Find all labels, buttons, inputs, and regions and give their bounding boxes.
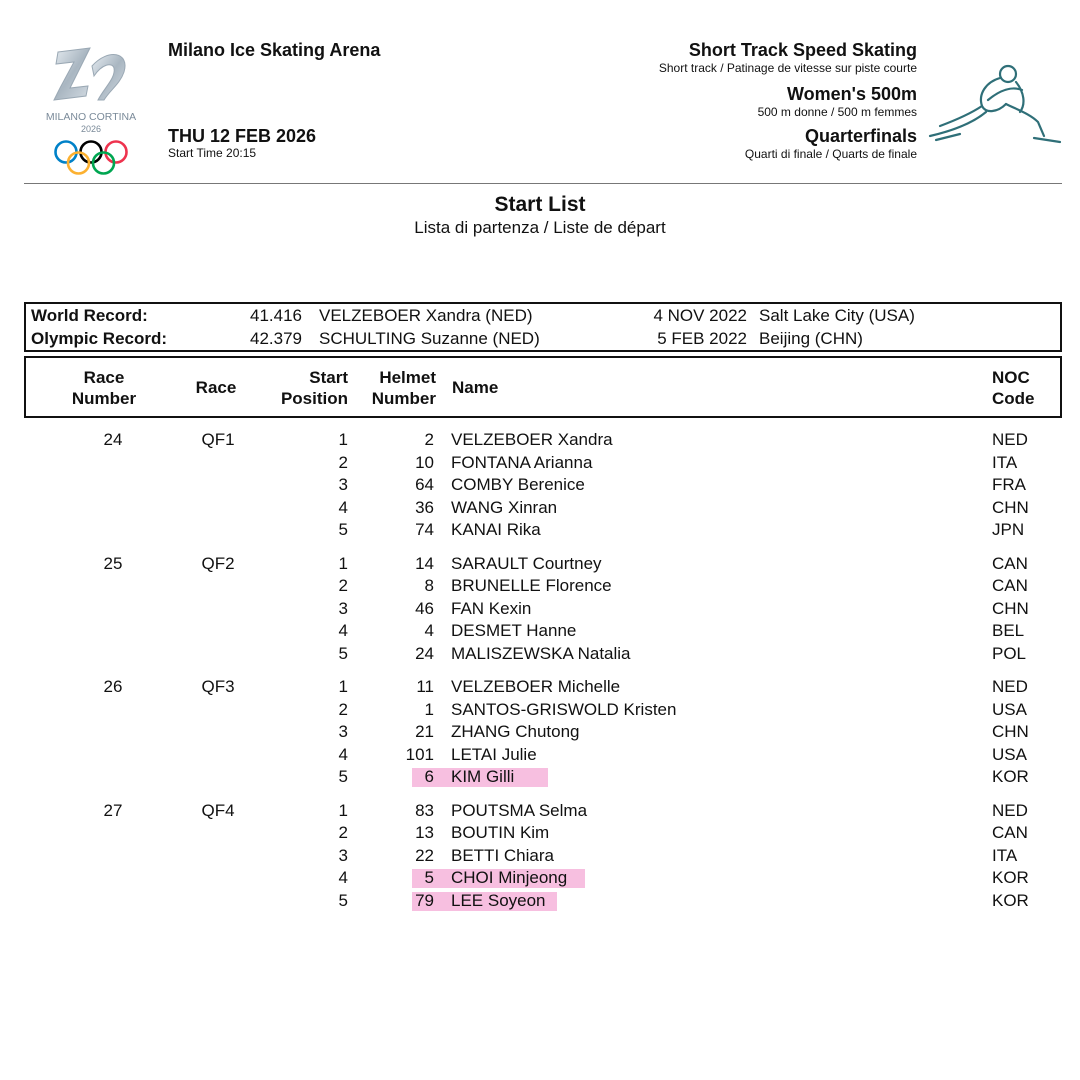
noc-code: CHN xyxy=(992,598,1029,618)
noc-code: KOR xyxy=(992,890,1029,910)
sport-block xyxy=(659,40,917,75)
noc-code: CAN xyxy=(992,576,1028,596)
phase-subtitle: Quarti di finale / Quarts de finale xyxy=(744,147,917,161)
record-date: 5 FEB 2022 xyxy=(657,329,747,348)
world-record-row xyxy=(26,304,1060,327)
athlete-name: ZHANG Chutong xyxy=(451,722,580,742)
helmet-number: 13 xyxy=(415,823,434,843)
start-position: 5 xyxy=(338,890,348,910)
record-label: Olympic Record: xyxy=(31,329,168,348)
column-start-position: Start Position xyxy=(280,368,348,408)
helmet-number: 14 xyxy=(415,553,434,573)
event-block xyxy=(758,84,917,119)
helmet-number: 101 xyxy=(405,744,434,764)
athlete-name: VELZEBOER Michelle xyxy=(451,677,621,696)
event-name: Women's 500m xyxy=(787,84,917,104)
start-position: 5 xyxy=(338,520,348,540)
start-position: 4 xyxy=(338,497,348,517)
noc-code: KOR xyxy=(992,767,1029,787)
noc-code: CHN xyxy=(992,497,1029,517)
athlete-name: BETTI Chiara xyxy=(451,845,554,865)
helmet-number: 8 xyxy=(424,576,434,596)
noc-code: NED xyxy=(992,430,1028,449)
helmet-number: 74 xyxy=(415,520,434,540)
noc-code: CAN xyxy=(992,823,1028,843)
athlete-name: FONTANA Arianna xyxy=(451,452,593,472)
phase-block xyxy=(745,126,917,161)
start-position: 5 xyxy=(338,643,348,663)
helmet-number: 2 xyxy=(424,430,434,449)
noc-code: POL xyxy=(992,643,1027,663)
helmet-number: 11 xyxy=(416,677,434,696)
race-number: 27 xyxy=(103,800,123,820)
start-time: Start Time 20:15 xyxy=(168,146,257,160)
race-number: 26 xyxy=(103,677,123,696)
event-date: THU 12 FEB 2026 xyxy=(168,126,317,146)
column-race-number: Race Number xyxy=(71,368,137,408)
athlete-name: COMBY Berenice xyxy=(451,475,585,495)
column-name: Name xyxy=(452,378,499,397)
start-position: 2 xyxy=(338,823,348,843)
record-athlete: VELZEBOER Xandra (NED) xyxy=(319,306,533,325)
start-position: 2 xyxy=(338,576,348,596)
noc-code: USA xyxy=(992,699,1027,719)
header-divider xyxy=(24,183,1062,184)
document-title: Start List xyxy=(494,193,586,216)
athlete-name: POUTSMA Selma xyxy=(451,800,588,820)
record-place: Salt Lake City (USA) xyxy=(759,306,915,325)
athlete-name: DESMET Hanne xyxy=(451,621,577,641)
start-position: 3 xyxy=(338,475,348,495)
record-time: 41.416 xyxy=(250,306,302,325)
noc-code: ITA xyxy=(992,452,1018,472)
noc-code: CAN xyxy=(992,553,1028,573)
column-helmet-number: Helmet Number xyxy=(371,368,436,408)
event-subtitle: 500 m donne / 500 m femmes xyxy=(757,105,917,119)
race-label: QF3 xyxy=(201,677,235,696)
start-position: 3 xyxy=(338,598,348,618)
helmet-number: 10 xyxy=(415,452,434,472)
start-position: 1 xyxy=(338,677,348,696)
venue-name: Milano Ice Skating Arena xyxy=(168,40,381,60)
athlete-name: WANG Xinran xyxy=(451,497,558,517)
record-date: 4 NOV 2022 xyxy=(653,306,747,325)
noc-code: CHN xyxy=(992,722,1029,742)
logo-year: 2026 xyxy=(80,124,102,134)
helmet-number: 22 xyxy=(415,845,434,865)
table-header xyxy=(24,356,1062,418)
start-position: 5 xyxy=(338,767,348,787)
start-position: 2 xyxy=(338,452,348,472)
helmet-number: 1 xyxy=(424,699,434,719)
start-position: 2 xyxy=(338,699,348,719)
helmet-number: 83 xyxy=(415,800,434,820)
athlete-name: KIM Gilli xyxy=(451,767,515,787)
helmet-number: 24 xyxy=(415,643,434,663)
logo-text: MILANO CORTINA xyxy=(45,111,137,123)
sport-subtitle: Short track / Patinage de vitesse sur piste courte xyxy=(658,61,917,75)
helmet-number: 6 xyxy=(424,767,434,787)
record-time: 42.379 xyxy=(250,329,302,348)
records-box xyxy=(24,302,1062,352)
athlete-name: CHOI Minjeong xyxy=(451,868,568,888)
athlete-name: LEE Soyeon xyxy=(451,890,546,910)
helmet-number: 21 xyxy=(415,722,434,742)
short-track-skater-icon xyxy=(926,60,1064,154)
noc-code: BEL xyxy=(992,621,1025,641)
athlete-name: MALISZEWSKA Natalia xyxy=(451,643,631,663)
noc-code: NED xyxy=(992,677,1028,696)
noc-code: FRA xyxy=(992,475,1026,495)
athlete-name: KANAI Rika xyxy=(451,520,541,540)
noc-code: KOR xyxy=(992,868,1029,888)
start-position: 1 xyxy=(338,800,348,820)
column-noc-code: NOC Code xyxy=(992,368,1035,408)
athlete-name: LETAI Julie xyxy=(451,744,537,764)
athlete-name: SARAULT Courtney xyxy=(451,553,602,573)
noc-code: ITA xyxy=(992,845,1018,865)
noc-code: NED xyxy=(992,800,1028,820)
start-position: 4 xyxy=(338,621,348,641)
record-label: World Record: xyxy=(31,306,148,325)
olympic-record-row xyxy=(26,327,1060,350)
noc-code: JPN xyxy=(992,520,1025,540)
athlete-name: SANTOS-GRISWOLD Kristen xyxy=(451,699,677,719)
document-subtitle: Lista di partenza / Liste de départ xyxy=(414,218,666,237)
race-number: 24 xyxy=(103,430,123,449)
race-label: QF1 xyxy=(201,430,235,449)
column-race: Race xyxy=(195,378,237,397)
race-number: 25 xyxy=(103,553,123,573)
phase-name: Quarterfinals xyxy=(804,126,917,146)
start-position: 4 xyxy=(338,868,348,888)
start-position: 3 xyxy=(338,722,348,742)
helmet-number: 79 xyxy=(415,890,434,910)
athlete-name: BOUTIN Kim xyxy=(451,823,550,843)
helmet-number: 36 xyxy=(415,497,434,517)
athlete-name: FAN Kexin xyxy=(451,598,532,618)
athlete-name: BRUNELLE Florence xyxy=(451,576,612,596)
olympic-rings-icon xyxy=(56,142,127,174)
helmet-number: 46 xyxy=(415,598,434,618)
start-position: 1 xyxy=(338,553,348,573)
noc-code: USA xyxy=(992,744,1027,764)
sport-name: Short Track Speed Skating xyxy=(688,40,917,60)
start-position: 3 xyxy=(338,845,348,865)
helmet-number: 64 xyxy=(415,475,434,495)
race-label: QF2 xyxy=(201,553,235,573)
record-athlete: SCHULTING Suzanne (NED) xyxy=(319,329,540,348)
milano-cortina-logo xyxy=(28,38,154,178)
helmet-number: 4 xyxy=(424,621,434,641)
athlete-name: VELZEBOER Xandra xyxy=(451,430,613,449)
start-position: 4 xyxy=(338,744,348,764)
start-position: 1 xyxy=(338,430,348,449)
helmet-number: 5 xyxy=(424,868,434,888)
race-label: QF4 xyxy=(201,800,235,820)
record-place: Beijing (CHN) xyxy=(759,329,863,348)
